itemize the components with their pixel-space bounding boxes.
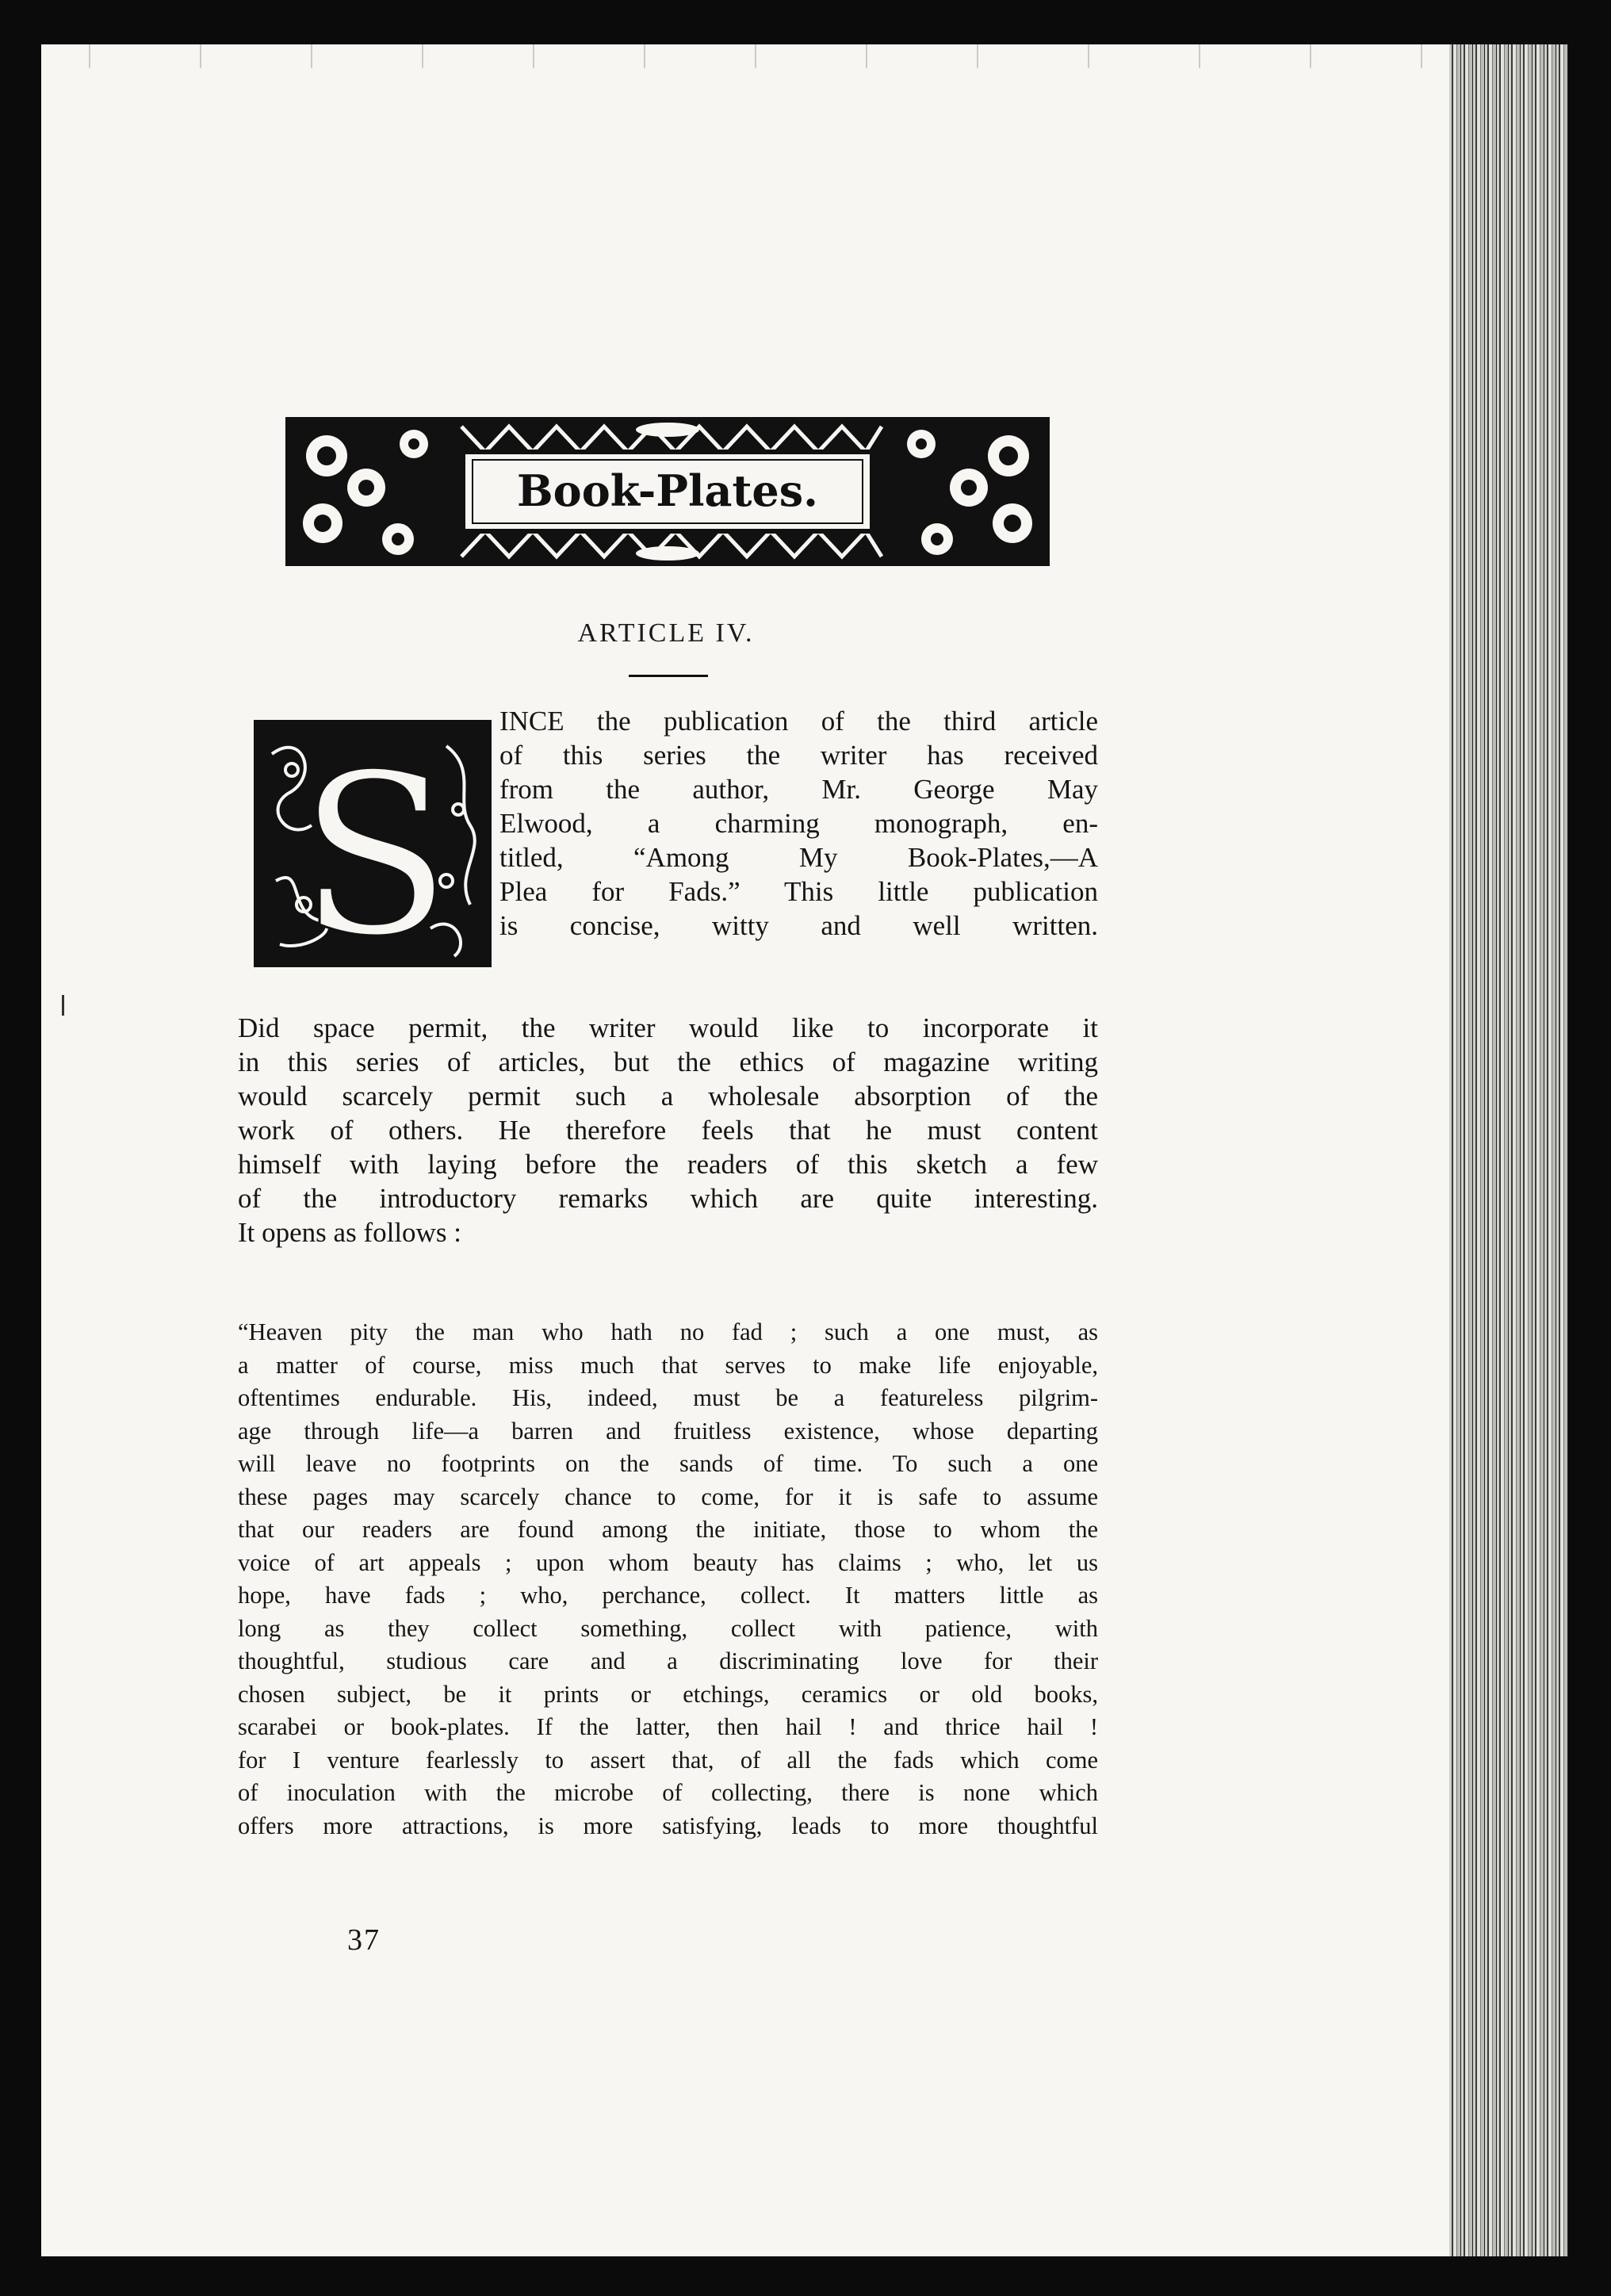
quote-line: offers more attractions, is more satisfying, leads to more thoughtful [238,1812,1098,1839]
quote-line: chosen subject, be it prints or etchings, ceramics or old books, [238,1680,1098,1708]
text-line: from the author, Mr. George May [499,774,1098,805]
text-line: Did space permit, the writer would like to incorporate it [238,1012,1098,1043]
text-line: of this series the writer has received [499,740,1098,771]
quote-line: a matter of course, miss much that serves to make life enjoyable, [238,1351,1098,1379]
floral-border-ornament [279,412,1056,571]
drop-cap-letter: S [299,727,451,965]
text-line: INCE the publication of the third article [499,706,1098,737]
text-line: It opens as follows : [238,1217,461,1248]
quote-line: these pages may scarcely chance to come, for it is safe to assume [238,1483,1098,1510]
text-line: himself with laying before the readers of this sketch a few [238,1149,1098,1180]
quote-line: thoughtful, studious care and a discriminating love for their [238,1647,1098,1674]
quote-line: age through life—a barren and fruitless existence, whose departing [238,1417,1098,1445]
page-number: 37 [347,1923,381,1957]
banner-title: Book-Plates. [517,465,818,516]
quote-line: voice of art appeals ; upon whom beauty has claims ; who, let us [238,1548,1098,1576]
quote-line: long as they collect something, collect with patience, with [238,1614,1098,1642]
text-line: of the introductory remarks which are quite interesting. [238,1183,1098,1214]
quote-line: of inoculation with the microbe of collecting, there is none which [238,1779,1098,1806]
text-line: would scarcely permit such a wholesale absorption of the [238,1081,1098,1112]
quote-line: scarabei or book-plates. If the latter, then hail ! and thrice hail ! [238,1713,1098,1740]
heading-rule [629,675,708,677]
quote-line: that our readers are found among the initiate, those to whom the [238,1516,1098,1543]
drop-cap [254,720,492,967]
article-heading: ARTICLE IV. [577,618,755,648]
text-line: Elwood, a charming monograph, en- [499,808,1098,839]
body-paragraph [238,1011,1098,1249]
scan-artifacts [41,44,1449,68]
text-line: in this series of articles, but the ethics of magazine writing [238,1047,1098,1077]
text-line: work of others. He therefore feels that he must content [238,1115,1098,1146]
quote-line: “Heaven pity the man who hath no fad ; such a one must, as [238,1318,1098,1345]
text-line: Plea for Fads.” This little publication [499,876,1098,907]
quote-line: for I venture fearlessly to assert that, of all the fads which come [238,1746,1098,1774]
margin-mark [62,995,64,1016]
quote-line: oftentimes endurable. His, indeed, must be a featureless pilgrim- [238,1384,1098,1411]
block-quote [238,1316,1098,1843]
title-banner [279,412,1056,571]
text-line: titled, “Among My Book-Plates,—A [499,842,1098,873]
text-line: is concise, witty and well written. [499,910,1098,941]
quote-line: hope, have fads ; who, perchance, collect. It matters little as [238,1582,1098,1609]
page-edge-stack [1449,44,1568,2256]
opening-paragraph [499,704,1098,943]
ornamental-initial [256,722,489,965]
quote-line: will leave no footprints on the sands of time. To such a one [238,1450,1098,1477]
